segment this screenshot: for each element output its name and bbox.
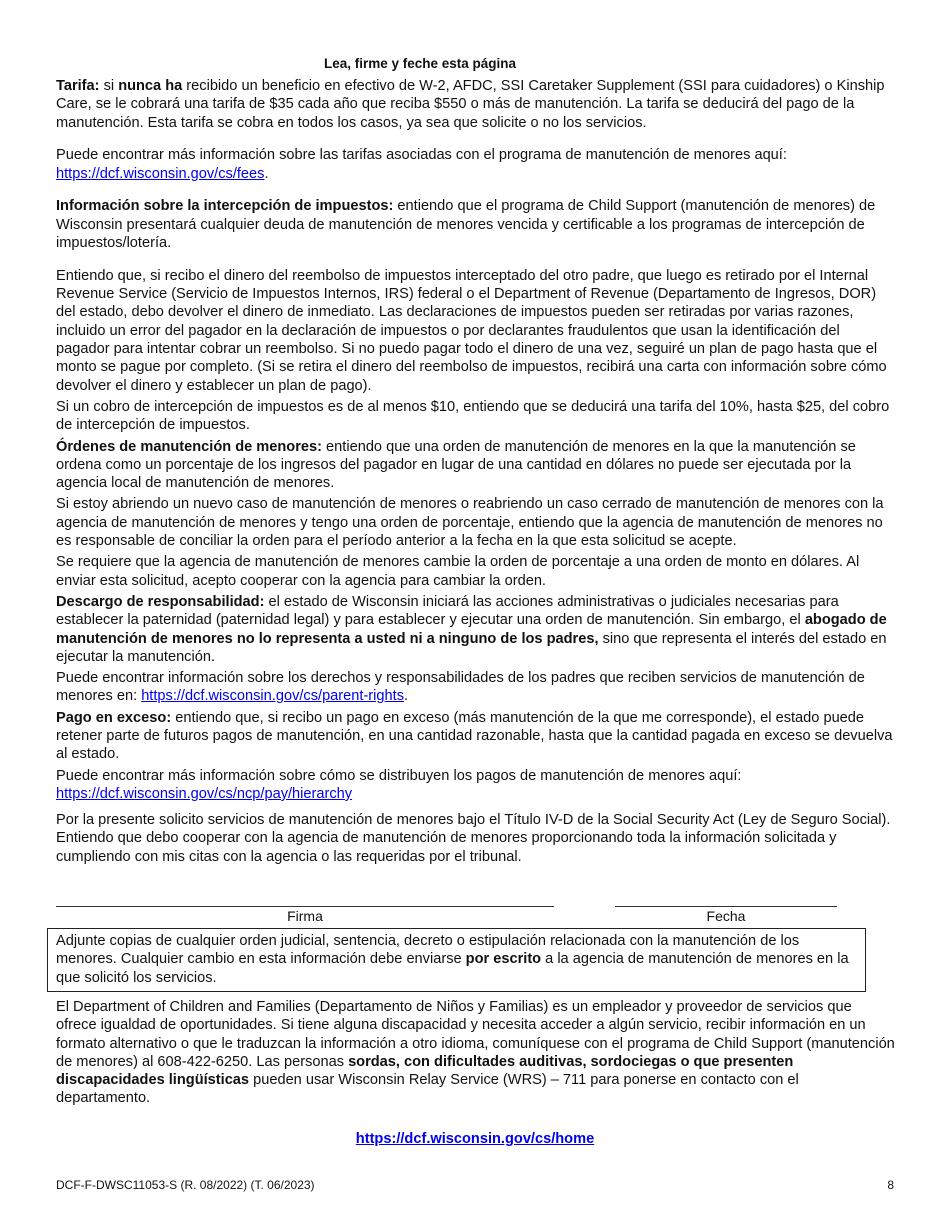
tarifa-label: Tarifa: — [56, 78, 100, 94]
refund-paragraph: Entiendo que, si recibo el dinero del reembolso de impuestos interceptado del otro padre, que luego es retirado por el Internal Revenue Service (Servicio de Impuestos Internos, IRS) federal o el Department of Revenue (Departamento de Ingresos, DOR) del estado, debo devolver el dinero de inmediato. Las declaraciones de impuestos pueden ser retiradas por varias razones, incluido un error del pagador en la declaración de impuestos o por declarantes fraudulentos que usan la identificación del pagador para intentar cobrar un reembolso. Si no puedo pagar todo el dinero de una vez, seguiré un plan de pago hasta que el monto se pague por completo. (Si se retira el dinero del reembolso de impuestos, recibirá una carta con información sobre cómo devolver el dinero y establecer un plan de pago). — [56, 267, 887, 394]
orders-label: Órdenes de manutención de menores: — [56, 438, 322, 455]
signature-line[interactable] — [56, 906, 554, 907]
home-link[interactable]: https://dcf.wisconsin.gov/cs/home — [355, 1131, 595, 1147]
orders-text: entiendo que una orden de manutención de menores en la que la manutención se ordena como un porcentaje de los ingresos del pagador en lugar de una cantidad en dólares no puede ser ejecutada por la agencia local de manutención de menores. — [56, 438, 856, 492]
hierarchy-link[interactable]: https://dcf.wisconsin.gov/cs/ncp/pay/hierarchy — [56, 785, 353, 802]
rights-suffix: . — [404, 688, 409, 705]
fees-link[interactable]: https://dcf.wisconsin.gov/cs/fees — [56, 165, 265, 182]
parent-rights-paragraph — [56, 669, 896, 706]
orders-paragraph — [56, 438, 896, 493]
tax-intercept-label: Información sobre la intercepción de impuestos: — [56, 198, 394, 215]
attach-bold: por escrito — [465, 951, 542, 968]
disclaimer-text-1: el estado de Wisconsin iniciará las acciones administrativas o judiciales necesarias para establecer la paternidad (paternidad legal) y para establecer y ejecutar una orden de manutención. Sin embargo, el — [56, 593, 839, 629]
overpayment-label: Pago en exceso: — [56, 709, 172, 726]
form-id: DCF-F-DWSC11053-S (R. 08/2022) (T. 06/2023) — [56, 1178, 315, 1192]
tax-intercept-paragraph — [56, 197, 896, 252]
home-link-wrapper — [0, 1131, 950, 1147]
date-label: Fecha — [706, 908, 746, 924]
overpayment-text: entiendo que, si recibo un pago en exceso (más manutención de la que me corresponde), el estado puede retener parte de futuros pagos de manutención, en una cantidad razonable, hasta que la cantidad pagada en exceso se devuelva al estado. — [56, 709, 893, 763]
disclaimer-paragraph — [56, 593, 896, 666]
fees-suffix: . — [264, 165, 269, 182]
intercept-fee-paragraph: Si un cobro de intercepción de impuestos es de al menos $10, entiendo que se deducirá una tarifa del 10%, hasta $25, del cobro de intercepción de impuestos. — [56, 398, 890, 434]
opening-case-paragraph: Si estoy abriendo un nuevo caso de manutención de menores o reabriendo un caso cerrado de manutención de menores con la agencia de manutención de menores y tengo una orden de porcentaje, entiendo que la agencia de manutención de menores no es responsable de conciliar la orden para el período anterior a la fecha en la que esta solicitud se acepte. — [56, 496, 884, 550]
eeo-text-1: El Department of Children and Families (Departamento de Niños y Familias) es un empleador y proveedor de servicios que ofrece igualdad de oportunidades. Si tiene alguna discapacidad y necesita acceder a algún servicio, recibir información en un formato alternativo o que le traduzcan la información a otro idioma, comuníquese con el programa de Child Support (manutención de menores) al 608-422-6250. Las personas — [56, 999, 895, 1070]
disclaimer-text-2: sino que representa el interés del estado en ejecutar la manutención. — [56, 630, 887, 665]
eeo-bold: sordas, con dificultades auditivas, sordociegas o que presenten discapacidades lingüísticas — [56, 1053, 794, 1089]
request-services-paragraph: Por la presente solicito servicios de manutención de menores bajo el Título IV-D de la Social Security Act (Ley de Seguro Social). Entiendo que debo cooperar con la agencia de manutención de menores proporcionando toda la información solicitada y cumpliendo con mis citas con la agencia o las requeridas por el tribunal. — [56, 812, 891, 865]
eeo-text-2: pueden usar Wisconsin Relay Service (WRS) – 711 para ponerse en contacto con el departamento. — [56, 1072, 799, 1107]
attach-text-1: Adjunte copias de cualquier orden judicial, sentencia, decreto o estipulación relacionada con la manutención de los menores. Cualquier cambio en esta información debe enviarse — [56, 933, 800, 968]
tarifa-bold: nunca ha — [118, 78, 183, 94]
page-heading: Lea, firme y feche esta página — [323, 56, 517, 71]
main-content — [56, 77, 896, 866]
equal-opportunity-paragraph — [56, 998, 896, 1108]
attach-copies-box — [47, 928, 866, 992]
page-number: 8 — [887, 1178, 894, 1192]
signature-label: Firma — [287, 908, 323, 924]
distribution-paragraph — [56, 767, 896, 804]
tarifa-text: recibido un beneficio en efectivo de W-2, AFDC, SSI Caretaker Supplement (SSI para cuidadores) o Kinship Care, se le cobrará una tarifa de $35 cada año que reciba $550 o más de manutención. La tarifa se deducirá del pago de la manutención. Esta tarifa se cobra en todos los casos, ya sea que solicite o no los servicios. — [56, 78, 885, 131]
attach-text-2: a la agencia de manutención de menores en la que solicitó los servicios. — [56, 951, 849, 986]
date-line[interactable] — [615, 906, 837, 907]
fees-info-paragraph — [56, 146, 896, 183]
tax-intercept-text: entiendo que el programa de Child Support (manutención de menores) de Wisconsin presentará cualquier deuda de manutención de menores vencida y certificable a los programas de intercepción de impuestos/lotería. — [56, 198, 876, 252]
tarifa-pre: si — [99, 78, 119, 94]
disclaimer-label: Descargo de responsabilidad: — [56, 593, 265, 610]
parent-rights-link[interactable]: https://dcf.wisconsin.gov/cs/parent-rights — [141, 688, 404, 705]
disclaimer-bold: abogado de manutención de menores no lo representa a usted ni a ninguno de los padres, — [56, 612, 887, 647]
order-change-paragraph: Se requiere que la agencia de manutención de menores cambie la orden de porcentaje a una orden de monto en dólares. Al enviar esta solicitud, acepto cooperar con la agencia para cambiar la orden. — [56, 554, 860, 589]
fees-info-text: Puede encontrar más información sobre las tarifas asociadas con el programa de manutención de menores aquí: — [56, 147, 787, 164]
tarifa-paragraph — [56, 77, 896, 132]
rights-text: Puede encontrar información sobre los derechos y responsabilidades de los padres que reciben servicios de manutención de menores en: — [56, 670, 865, 705]
distribution-text: Puede encontrar más información sobre cómo se distribuyen los pagos de manutención de menores aquí: — [56, 767, 742, 784]
overpayment-paragraph — [56, 709, 896, 764]
